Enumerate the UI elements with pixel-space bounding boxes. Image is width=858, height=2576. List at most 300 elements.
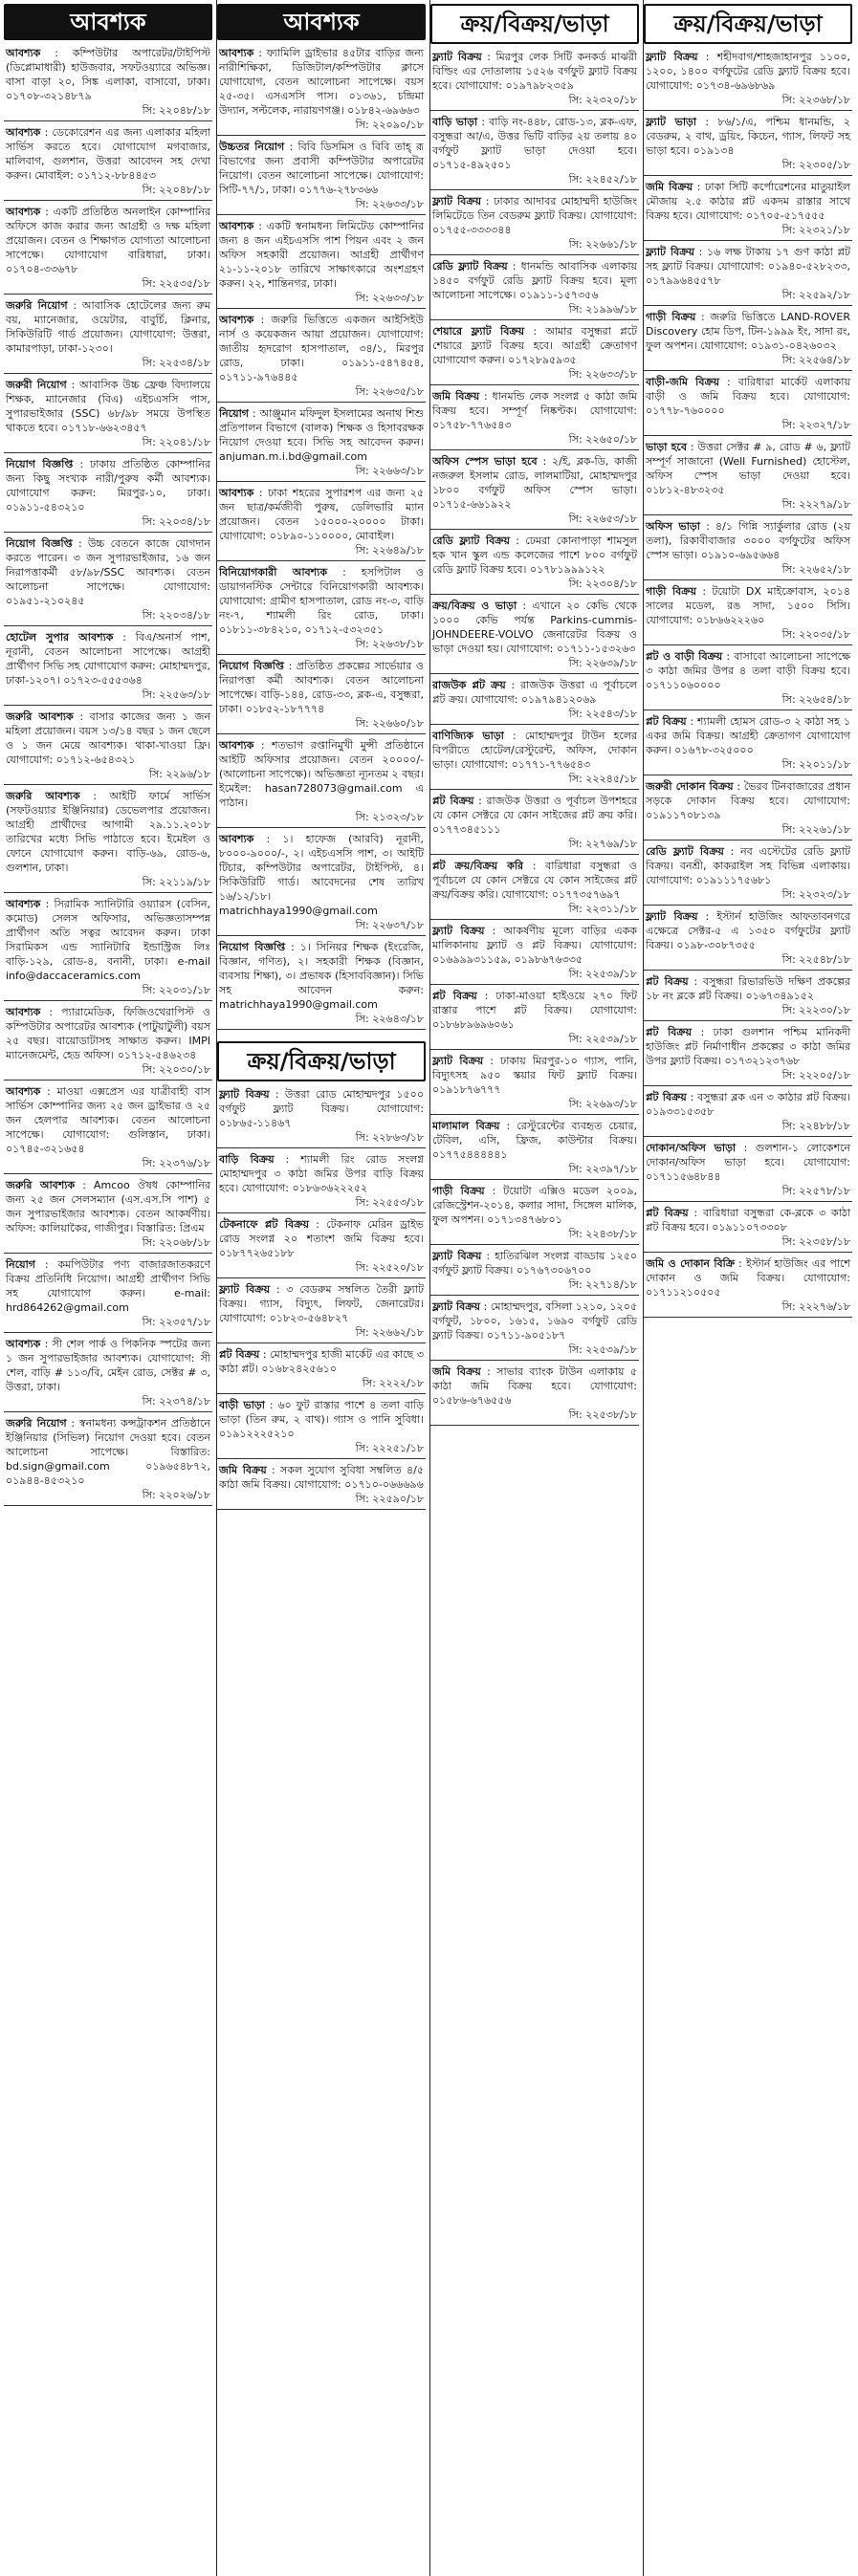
classified-ad [217, 1463, 426, 1510]
ad-title: বাড়ী ভাড়া [219, 1399, 265, 1411]
classified-ad [430, 1119, 639, 1180]
classified-ad [4, 1416, 212, 1506]
ad-separator [4, 892, 212, 893]
classified-ad [217, 1217, 426, 1278]
ad-list [644, 50, 852, 1318]
ad-separator [430, 1425, 639, 1426]
ad-separator [430, 1360, 639, 1361]
ad-reference-code: সি: ২২৩০৫/১৮ [781, 159, 850, 171]
ad-title: প্লট বিক্রয় [646, 975, 689, 988]
classified-ad [4, 536, 212, 626]
ad-reference-code: সি: ২২৫৬৪/১৮ [781, 354, 850, 366]
classified-ad [644, 844, 852, 906]
ad-text [646, 779, 850, 822]
ad-reference-code: সি: ২২৫৩৮/১৮ [568, 1408, 637, 1421]
ad-text [219, 940, 424, 1012]
classified-ad [644, 440, 852, 515]
ad-reference-code: সি: ২২৪৫২/১৮ [568, 173, 637, 186]
classified-ad [4, 46, 212, 121]
ad-text [432, 924, 637, 967]
ad-body: : ফ্যামিলি ড্রাইভার ৪৫টার বাড়ির জন্য নারীশিক্ষিকা, ডিজিটাল/কম্পিউটার ক্লাসে যোগাযোগ, বেতন আলোচনা সাপেক্ষে। বয়স ২৫-৩৫। এসএসসি পাস। ০১৩৬১, চন্দ্রিমা উদ্যান, সল্টলেক, নারায়ণগঞ্জ। ০১৮৪২-৬৯৬৬৩ [219, 47, 425, 117]
ad-reference-code: সি: ২২৫২০/১৮ [355, 1261, 424, 1274]
ad-separator [644, 709, 852, 710]
ad-reference-code: সি: ২২৬৩৩/১৮ [355, 292, 424, 304]
ad-text [6, 630, 210, 688]
ad-reference-code: সি: ২২৫৩৯/১৮ [568, 1343, 637, 1356]
ad-title: ফ্ল্যাট বিক্রয় [432, 51, 482, 63]
ad-title: জমি বিক্রয় [432, 1365, 481, 1378]
ad-body: : ঢেমরা কোনাপাড়া শামসুল হক খান স্কুল এন্ড কলেজের পাশে ৮০০ বর্গফুট রেডি ফ্ল্যাট বিক্রয় হবে। ০১৭৮১৯৯৯১২২ [432, 535, 637, 576]
column-buy-sell-rent-1 [430, 0, 639, 2576]
ad-separator [430, 319, 639, 320]
ad-title: জরুরী দোকান বিক্রয় [646, 780, 734, 793]
ad-title: আবশ্যক [219, 47, 254, 59]
classified-ad [4, 298, 212, 374]
ad-reference-code: সি: ২২৩০৪/১৮ [568, 578, 637, 590]
ad-text [6, 789, 210, 875]
ad-reference-code: সি: ২২০৩৪/১৮ [142, 609, 210, 622]
ad-body: : ঢাকায় প্রতিষ্ঠিত কোম্পানির জন্য কিছু সংখ্যক নারী/পুরুষ কর্মী আবশ্যক। যোগাযোগ করুন: মিরপুর-১০, ঢাকা। ০১৯১১-৫৪৩২১০ [6, 458, 211, 513]
ad-reference-code: সি: ২১৩২৩/১৮ [355, 811, 424, 823]
ad-body: : নব এস্টেটের রেডি ফ্ল্যাট বিক্রয়। বনশ্রী, কাকরাইল সহ বিভিন্ন এলাকায়। যোগাযোগ: ০১৯১১১৭৫৬৮১ [646, 845, 851, 886]
ad-body: : আকর্ষণীয় মূল্যে বাড়ির একক মালিকানায় ফ্ল্যাট ও প্লট বিক্রয়। যোগাযোগ: ০১৬৯৯৯৩১১৫৯, ০১৯৮৬৭৬৩৩৫ [432, 925, 637, 966]
ad-separator [430, 919, 639, 920]
ad-title: নিয়োগ বিজ্ঞপ্তি [219, 660, 284, 672]
ad-body: : ৬০ ফুট রাস্তার পাশে ৪ তলা বাড়ি ভাড়া (তিন রুম, ২ বাথ)। গ্যাস ও পানি সুবিধা। ০১৯১২২২৫২১০ [219, 1399, 425, 1440]
ad-separator [644, 579, 852, 580]
ad-body: : ১। হাফেজ (আরবি) নূরানী, ৮০০০-৯০০০/-, ২। এইচএসসি পাশ, ৩। আইটি টিচার, কম্পিউটার অপারেটর, টাইপিস্ট, ৪। সিকিউরিটি গার্ড। আবেদনের শেষ তারিখ ১৬/১২/১৮। matrichhaya1990@gmail.com [219, 833, 424, 917]
ad-title: প্লট বিক্রয় [432, 795, 474, 807]
ad-body: : আঞ্জুমান মফিদুল ইসলামের অনাথ শিশু প্রতিপালন বিভাগে (বালক) শিক্ষক ও হিসাবরক্ষক নিয়োগ দেওয়া হবে। সিভি সহ আবেদন করুন। anjuman.m.i.bd@gmail.com [219, 407, 424, 463]
ad-reference-code: সি: ২২০৪১/১৮ [142, 436, 210, 448]
ad-reference-code: সি: ২২৩৫৭/১৮ [142, 1316, 210, 1328]
ad-text [432, 454, 637, 512]
ad-title: হোটেল সুপার আবশ্যক [6, 631, 114, 644]
ad-reference-code: সি: ২২৬৩৮/১৮ [355, 638, 424, 650]
ad-text [646, 584, 850, 627]
ad-body: : উচ্চ বেতনে কাজে যোগদান করতে পারেন। ৩ জন সুপারভাইজার, ১৬ জন নিরাপত্তাকর্মী ৫৮/৯৮/SSC আবশ্যক। বেতন আলোচনা সাপেক্ষে। যোগাযোগ: ০১৯৫১-২১০২৪৫ [6, 537, 210, 607]
ad-reference-code: সি: ২২৩৭৬/১৮ [142, 1157, 210, 1169]
classified-ad [644, 1025, 852, 1086]
classified-ad [4, 1178, 212, 1254]
ad-reference-code: সি: ২২৫৯২/১৮ [781, 289, 850, 301]
ad-separator [644, 514, 852, 515]
ad-title: প্লট বিক্রয় [646, 715, 687, 728]
ad-reference-code: সি: ২২৬৪৩/১৮ [355, 1013, 424, 1025]
classified-ad [217, 1282, 426, 1343]
ad-body: : উত্তরা রোড মোহাম্মদপুর ১৫০০ বর্গফুট ফ্ল্যাট বিক্রয়। যোগাযোগ: ০১৮৬৫-১১৪৬৭ [219, 1088, 424, 1129]
ad-separator [217, 935, 426, 936]
ad-separator [4, 120, 212, 121]
ad-body: : ভৈরব টিনবাজারের প্রধান সড়কে দোকান বিক্রয় হবে। যোগাযোগ: ০১৯১১৭০৮১৩৯ [646, 780, 851, 821]
classified-ad [4, 125, 212, 201]
ad-title: আবশ্যক [6, 1085, 41, 1098]
ad-separator [217, 402, 426, 403]
ad-body: : শ্যামলী হোমস রোড-৩ ২ কাঠা সহ ১ একর জমি বিক্রয়। আগ্রহী ক্রেতাগণ যোগাযোগ করুন। ০১৬৭৮-৩২৫০০০ [646, 715, 850, 756]
ad-body: : প্যারামেডিক, ফিজিওথেরাপিস্ট ও কম্পিউটার অপারেটর আবশ্যক (পাটুয়াটুলী) বয়স ২৫ বছর। বায়োডাটাসহ সাক্ষাত করুন। IMPI ম্যানেজমেন্ট, হেড অফিস। ০১৭১২-৫৪৬২৩৪ [6, 1006, 211, 1061]
ad-title: আবশ্যক [6, 206, 41, 218]
ad-text [646, 519, 850, 562]
ad-body: : উত্তরা সেক্টর # ৯, রোড # ৬, ফ্ল্যাট সম্পূর্ণ সাজানো (Well Furnished) হোস্টেল, অফিস স্পেস ভাড়া দেওয়া হবে। ০১৮১২-৪৮৩২৩৫ [646, 441, 850, 496]
ad-body: : বারিধারা মার্কেট এলাকায় বাড়ী ও জমি বিক্রয় হবে। যোগাযোগ: ০১৭৭৮-৭৬০০০০ [646, 376, 850, 417]
classified-ad [430, 1249, 639, 1296]
ad-title: জরুরী নিয়োগ [6, 379, 67, 391]
ad-title: গাড়ী বিক্রয় [646, 585, 696, 598]
ad-reference-code: সি: ২২৩১১/১৮ [568, 903, 637, 915]
ad-title: প্লট বিক্রয় [219, 1348, 260, 1361]
ad-reference-code: সি: ২২৫৩৯/১৮ [568, 1033, 637, 1045]
classified-ad [644, 1090, 852, 1137]
classified-ad [217, 140, 426, 215]
ad-reference-code: সি: ২২৬৩৩/১৮ [355, 198, 424, 210]
ad-reference-code: সি: ২২৬৩৫/১৮ [355, 385, 424, 398]
ad-text [432, 1119, 637, 1162]
ad-title: টেকনাফে প্লট বিক্রয় [219, 1218, 309, 1231]
ad-reference-code: সি: ২২৩৯৭/১৮ [568, 1163, 637, 1175]
classified-ad [644, 584, 852, 645]
ad-separator [217, 135, 426, 136]
ad-separator [644, 970, 852, 971]
ad-body: : ধানমন্ডি লেক সংলগ্ন ৫ কাঠা জমি বিক্রয় হবে। সম্পূর্ণ নিষ্কণ্টক। যোগাযোগ: ০১৭৫৮-৭৭৬৫৪৩ [432, 390, 637, 431]
ad-body: : ৩ বেডরুম সম্বলিত তৈরী ফ্ল্যাট বিক্রয়। গ্যাস, বিদ্যুৎ, লিফট, জেনারেটর। যোগাযোগ: ০১৮২৩-৫৬৪৮২৭ [219, 1283, 425, 1324]
ad-reference-code: সি: ২২২৪৫/১৮ [568, 773, 637, 785]
ad-text [646, 844, 850, 887]
classified-ad [644, 1206, 852, 1253]
ad-text [432, 678, 637, 707]
ad-body: : এখানে ২০ কেভি থেকে ১০০০ কেভি পর্যন্ত Parkins-cummis-JOHNDEERE-VOLVO জেনারেটর বিক্রয় ও ভাড়া দেওয়া হয়। যোগাযোগ: ০১৭১১-১৫৩২৬৩ [432, 600, 637, 655]
ad-text [6, 46, 210, 103]
ad-reference-code: সি: ২১৯৯৬/১৮ [568, 303, 637, 316]
ad-title: ফ্ল্যাট বিক্রয় [646, 51, 698, 63]
ad-separator [644, 1252, 852, 1253]
ad-separator [430, 1244, 639, 1245]
ad-title: বাণিজ্যিক ভাড়া [432, 730, 504, 742]
ad-separator [217, 1393, 426, 1394]
ad-text [6, 1257, 210, 1315]
ad-body: : মোহাম্মদপুর টাউন হলের বিপরীতে হোটেল/রেস্টুরেন্ট, অফিস, দোকান ভাড়া। যোগাযোগ: ০১৭৭১-৭৭৬৫৪৩ [432, 730, 638, 771]
ad-body: : ঢাকা সিটি কর্পোরেশনের মাতুয়াইল মৌজায় ২.৫ কাঠার প্লট একদম রাস্তার সাথে বিক্রয় হবে। যোগাযোগ: ০১৭০৫-৫১৭৫৫৫ [646, 181, 850, 222]
section-header: আবশ্যক [4, 4, 212, 40]
ad-body: : টয়োটা এক্সিও মডেল ২০০৯, রেজিস্ট্রেশন-২০১৪, কলার সাদা, সিঙ্গেল মালিক, ফুল অপশন। ০১৭১৩৪৭৬৮০১ [432, 1185, 637, 1226]
ad-separator [430, 724, 639, 725]
classified-ad [4, 709, 212, 785]
ad-body: : ২/ই, ব্লক-ডি, কাজী নজরুল ইসলাম রোড, লালমাটিয়া, মোহাম্মদপুর ১৮০০ বর্গফুট অফিস স্পেস ভাড়া। ০১৭১৫-৬৬১৯২২ [432, 455, 638, 511]
ad-text [432, 794, 637, 837]
ad-body: : বসুন্ধরা ব্লক এন ৩ কাঠার প্লট বিক্রয়। ০১৯৩৩১৫৩৫৮ [646, 1091, 850, 1118]
ad-text [219, 140, 424, 197]
ad-text [646, 909, 850, 952]
ad-text [219, 1152, 424, 1195]
ad-separator [430, 254, 639, 255]
classified-ad [4, 378, 212, 453]
classified-ad [644, 909, 852, 971]
ad-text [6, 298, 210, 356]
ad-title: নিয়োগ বিজ্ঞপ্তি [219, 941, 286, 953]
ad-text [432, 259, 637, 302]
ad-reference-code: সি: ২২৬৬২/১৮ [355, 1326, 424, 1339]
ad-body: : আইটি ফার্মে সার্ভিস (সফটওয়্যার ইঞ্জিনিয়ার) ডেভেলপার প্রয়োজন। আগ্রহী প্রার্থীদের আগামী ২৯.১১.২০১৮ তারিখের মধ্যে সিভি পাঠাতে হবে। ইমেইল ও ফোনে যোগাযোগ করুন। বাড়ি-৬৯, রোড-৬, গুলশান, ঢাকা। [6, 790, 211, 874]
ad-text [432, 194, 637, 237]
ad-title: জমি ও দোকান বিক্রি [646, 1257, 736, 1270]
classified-ad [430, 859, 639, 920]
ad-title: রাজউক প্লট ক্রয় [432, 679, 506, 691]
classified-ad [217, 406, 426, 482]
section-header: ক্রয়/বিক্রয়/ভাড়া [644, 4, 852, 44]
ad-separator [4, 452, 212, 453]
ad-text [6, 897, 210, 983]
ad-separator [644, 1317, 852, 1318]
classified-ad [4, 1337, 212, 1412]
ad-reference-code: সি: ২২২৭৯/১৮ [781, 498, 850, 511]
ad-title: নিয়োগ বিজ্ঞপ্তি [6, 537, 73, 550]
ad-text [432, 50, 637, 93]
column-wanted-1 [4, 0, 212, 2576]
classified-ad [644, 1256, 852, 1318]
classified-ad [644, 245, 852, 306]
classified-ad [217, 46, 426, 136]
classified-ad [430, 678, 639, 725]
ad-reference-code: সি: ২২৫৯০/১৮ [355, 1493, 424, 1505]
section-subheader: ক্রয়/বিক্রয়/ভাড়া [217, 1041, 426, 1081]
ad-body: : হসপিটাল ও ডায়াগনস্টিক সেন্টারে বিনিয়োগকারী আবশ্যক। যোগাযোগ: গ্রামীণ হাসপাতাল, রোড নং-৩, বাড়ি নং-৭, শ্যামলী রিং রোড, ঢাকা। ০১৮১১-৩৮৪২১০, ০১৭১২-৫৩২৩৫১ [219, 566, 424, 636]
classified-ad [217, 738, 426, 828]
ad-reference-code: সি: ২২৭১৪/১৮ [568, 1278, 637, 1291]
ad-body: : Amcoo ঔষধ কোম্পানির জন্য ২৫ জন সেলসম্যান (এস.এস.সি পাশ) ৫ জন সুপারভাইজার আবশ্যক। বেতন আকর্ষণীয়। অফিস: কালিয়াকৈর, গাজীপুর। বিস্তারিত: প্রিএম [6, 1179, 211, 1234]
ad-title: নিয়োগ [6, 1258, 36, 1271]
ad-title: ফ্ল্যাট বিক্রয় [646, 910, 698, 923]
ad-list [217, 46, 426, 1030]
ad-body: : সকল সুযোগ সুবিধা সম্বলিত ৪/৫ কাঠা জমি বিক্রয়। যোগাযোগ: ০১৭১০-০৬৬৬৯৬ [219, 1464, 425, 1491]
classified-ad [4, 1084, 212, 1174]
ad-reference-code: সি: ২২২৩০/১৮ [781, 1004, 850, 1016]
ad-body: : ধানমন্ডি আবাসিক এলাকায় ১৪৫০ বর্গফুট রেডি ফ্ল্যাট বিক্রয় হবে। মূল্য আলোচনা সাপেক্ষে। ০১৯১১-১৫৭৩৫৬ [432, 260, 638, 301]
classified-ad [644, 115, 852, 176]
ad-title: রেডি ফ্ল্যাট বিক্রয় [646, 845, 724, 858]
ad-text [432, 989, 637, 1032]
ad-reference-code: সি: ২২০২৬/১৮ [142, 1489, 210, 1501]
ad-text [219, 1217, 424, 1260]
ad-body: : ৮৬/১/এ, পশ্চিম ধানমন্ডি, ২ বেডরুম, ২ বাথ, ড্রয়িং, কিচেন, গ্যাস, লিফট সহ ভাড়া হবে। ০১৯১৩৪ [646, 116, 850, 157]
ad-reference-code: সি: ২২২৫১/১৮ [355, 1442, 424, 1454]
ad-title: ফ্ল্যাট বিক্রয় [432, 1250, 482, 1262]
ad-reference-code: সি: ২২৩৬৮/১৮ [781, 94, 850, 106]
classified-ad [217, 1347, 426, 1394]
ad-text [219, 46, 424, 118]
ad-text [219, 832, 424, 918]
ad-separator [4, 1332, 212, 1333]
ad-text [646, 50, 850, 93]
ad-separator [430, 1049, 639, 1050]
ad-separator [217, 733, 426, 734]
ad-title: ফ্ল্যাট বিক্রয় [646, 246, 694, 258]
ad-title: ফ্ল্যাট বিক্রয় [432, 925, 485, 937]
ad-separator [4, 625, 212, 626]
ad-body: : প্রতিষ্ঠিত প্রকল্পের সার্ভেয়ার ও নিরাপত্তা কর্মী আবশ্যক। বেতন আলোচনা সাপেক্ষে। বাড়ি-১৪৪, রোড-৩৩, ব্লক-এ, বসুন্ধরা, ঢাকা। ০১৮৫২-১৮৭৭৭৪ [219, 660, 425, 715]
ad-body: : ঢাকা গুলশান পশ্চিম মানিকদী হাউজিং প্লট নির্মাণাধীন প্রকল্পের ৩ কাঠা জমির উপর ফ্ল্যাট বিক্রয়। ০১৭৩২১২৩৭৬৮ [646, 1026, 851, 1067]
section-header: আবশ্যক [217, 4, 426, 40]
sub-ad-list [217, 1087, 426, 1510]
ad-title: আবশ্যক [219, 220, 254, 232]
ad-text [432, 115, 637, 172]
ad-title: বাড়ি বিক্রয় [219, 1153, 275, 1166]
ad-separator [644, 240, 852, 241]
ad-text [646, 1256, 850, 1299]
ad-title: প্লট বিক্রয় [646, 1207, 689, 1219]
ad-title: রেডি ফ্ল্যাট বিক্রয় [432, 260, 508, 273]
ad-text [219, 1463, 424, 1492]
ad-separator [644, 110, 852, 111]
ad-text [432, 389, 637, 432]
ad-separator [4, 784, 212, 785]
ad-text [219, 406, 424, 464]
ad-title: ক্রয়/বিক্রয় ও ভাড়া [432, 600, 517, 612]
ad-text [6, 1005, 210, 1062]
ad-title: জরুরি নিয়োগ [6, 1417, 67, 1430]
ad-title: গাড়ী বিক্রয় [646, 311, 696, 323]
classified-ad [644, 974, 852, 1021]
classified-ad [217, 1087, 426, 1148]
ad-text [6, 457, 210, 514]
ad-reference-code: সি: ২২৫৩৯/১৮ [568, 968, 637, 980]
ad-reference-code: সি: ২২৭৬৯/১৮ [568, 838, 637, 850]
ad-reference-code: সি: ২২৬৫২/১৮ [781, 563, 850, 576]
ad-text [646, 974, 850, 1003]
ad-text [219, 1398, 424, 1441]
ad-separator [4, 200, 212, 201]
classified-ad [217, 659, 426, 734]
ad-reference-code: সি: ২২৮৬৩/১৮ [355, 1131, 424, 1144]
ad-title: আবশ্যক [6, 47, 41, 59]
ad-title: ফ্ল্যাট বিক্রয় [432, 195, 482, 207]
ad-separator [217, 1029, 426, 1030]
ad-body: : সাভার ব্যাংক টাউন এলাকায় ৫ কাঠা জমি বিক্রয় হবে। যোগাযোগ: ০১৫৮৬-৬৭৬৫৫৬ [432, 1365, 638, 1407]
ad-body: : হাতিরঝিল সংলগ্ন বাড্ডায় ১২৫০ বর্গফুট ফ্ল্যাট বিক্রয়। ০১৭৬৭৩০৬৭০০ [432, 1250, 637, 1277]
ad-text [6, 536, 210, 608]
ad-body: : মিরপুর লেক সিটি কনকর্ড মাঝরী বিল্ডিং এর দোতালায় ১৫২৬ বর্গফুট ফ্ল্যাট বিক্রয় হবে। যোগাযোগ: ০১৯৭৯৮২৩৫৯ [432, 51, 637, 92]
ad-separator [4, 1080, 212, 1081]
ad-text [646, 1090, 850, 1119]
ad-reference-code: সি: ২২৩২৭/১৮ [781, 419, 850, 431]
classified-ad [4, 630, 212, 706]
ad-title: আবশ্যক [6, 898, 41, 910]
classified-ad [430, 1184, 639, 1245]
ad-separator [217, 1509, 426, 1510]
ad-list [430, 50, 639, 1426]
classified-ad [430, 599, 639, 674]
ad-reference-code: সি: ২২৫৪৮/১৮ [781, 953, 850, 966]
ad-separator [4, 1253, 212, 1254]
ad-reference-code: সি: ২২৪৩৮/১৮ [568, 1228, 637, 1240]
ad-separator [430, 189, 639, 190]
ad-body: : বাড়ি নং-৪৪৮, রোড-১৩, ব্লক-এফ, বসুন্ধরা আ/এ, উত্তর ভিটি বাড়ির ২য় তলায় ৪০ বর্গফুট ফ্ল্যাট ভাড়া দেওয়া হবে। ০১৭১৫-৪৯২৫০১ [432, 116, 638, 171]
ad-text [646, 310, 850, 353]
ad-separator [644, 305, 852, 306]
ad-separator [644, 435, 852, 436]
ad-title: অফিস ভাড়া [646, 520, 700, 533]
ad-body: : ঢাকা-মাওয়া হাইওয়ে ২৭০ ফিট রাস্তার পাশে প্লট বিক্রয়। যোগাযোগ: ০১৮৬৮৯৬৯৬০৬১ [432, 990, 638, 1031]
ad-title: শেয়ারে ফ্ল্যাট বিক্রয় [432, 325, 525, 338]
ad-separator [217, 827, 426, 828]
ad-title: অফিস স্পেস ভাড়া হবে [432, 455, 538, 468]
ad-separator [430, 529, 639, 530]
ad-body: : টেকনাফ মেরিন ড্রাইভ রোড সংলগ্ন ২০ শতাংশ জমি বিক্রয় হবে। ০১৮৭৭২৬৫১৮৮ [219, 1218, 425, 1259]
ad-separator [430, 854, 639, 855]
classified-ad [430, 1054, 639, 1115]
ad-text [6, 378, 210, 435]
ad-separator [4, 373, 212, 374]
ad-separator [217, 214, 426, 215]
ad-text [6, 1178, 210, 1235]
classified-ad [644, 649, 852, 710]
ad-reference-code: সি: ২২৬৬০/১৮ [355, 717, 424, 730]
ad-title: গাড়ী বিক্রয় [432, 1185, 485, 1197]
ad-reference-code: সি: ২২৩২৩/১৮ [781, 888, 850, 901]
classified-ad [4, 457, 212, 533]
ad-reference-code: সি: ২২০৬৮/১৮ [142, 1236, 210, 1249]
ad-body: : স্বনামধন্য কন্সট্রাকশন প্রতিষ্ঠানে ইঞ্জিনিয়ার (সিভিল) নিয়োগ দেওয়া হবে। বেতন আলোচনা সাপেক্ষে। বিস্তারিত: bd.sign@gmail.com ০১৯৬৫৪৮৭২, ০১৯৪৪-৪৫৩২১০ [6, 1417, 210, 1487]
ad-separator [4, 294, 212, 295]
ad-separator [217, 481, 426, 482]
column-buy-sell-rent-2 [644, 0, 852, 2576]
ad-text [6, 1084, 210, 1156]
ad-separator [644, 905, 852, 906]
ad-separator [217, 1458, 426, 1459]
ad-reference-code: সি: ২২৬৫০/১৮ [568, 433, 637, 446]
ad-reference-code: সি: ২২৩৭৪/১৮ [142, 1395, 210, 1408]
ad-reference-code: সি: ২২৫৫৩/১৮ [355, 1196, 424, 1209]
classified-ad [644, 375, 852, 436]
ad-reference-code: সি: ২২২২/১৮ [362, 1377, 424, 1389]
ad-title: ফ্ল্যাট বিক্রয় [219, 1283, 271, 1296]
ad-title: বাড়ি ভাড়া [432, 116, 478, 128]
ad-body: : শতভাগ রপ্তানিমুখী মুন্সী প্রতিষ্ঠানে আইটি অফিসার প্রয়োজন। বেতন ২০০০০/- (আলোচনা সাপেক্ষে)। অভিজ্ঞতা ন্যূনতম ২ বছর। ইমেইল: hasan728073@gmail.com এ পাঠান। [219, 739, 424, 809]
ad-text [219, 1282, 424, 1325]
ad-title: জরুরি নিয়োগ [6, 299, 68, 312]
classified-ad [217, 940, 426, 1030]
ad-title: জরুরি আবশ্যক [6, 1179, 76, 1191]
ad-reference-code: সি: ২২০১১/১৮ [781, 758, 850, 771]
ad-text [432, 599, 637, 656]
ad-title: নিয়োগ বিজ্ঞপ্তি [6, 458, 74, 470]
ad-text [646, 714, 850, 757]
ad-text [219, 486, 424, 543]
ad-reference-code: সি: ২২৬৬১/১৮ [568, 238, 637, 251]
classified-ad [430, 454, 639, 530]
ad-title: বিনিয়োগকারী আবশ্যক [219, 566, 328, 579]
classified-ad [217, 565, 426, 655]
ad-title: নিয়োগ [219, 407, 250, 420]
ad-text [219, 219, 424, 291]
classified-ad [430, 389, 639, 450]
classified-ad [430, 924, 639, 985]
ad-title: মালামাল বিক্রয় [432, 1120, 500, 1132]
ad-text [219, 313, 424, 384]
ad-title: উচ্চতর নিয়োগ [219, 141, 285, 153]
ad-text [432, 1249, 637, 1277]
ad-title: আবশ্যক [219, 833, 254, 845]
ad-text [646, 1025, 850, 1068]
ad-body: : সী শেল পার্ক ও পিকনিক স্পটের জন্য ১ জন সুপারভাইজার আবশ্যক। যোগাযোগ: সী শেল, বাড়ি # ১১৩/বি, মেইন রোড, সেক্টর # ৩, উত্তরা, ঢাকা। [6, 1338, 211, 1393]
ad-body: : একটি প্রতিষ্ঠিত অনলাইন কোম্পানির অফিসে কাজ করার জন্য আগ্রহী ও দক্ষ মহিলা প্রয়োজন। বেতন ও শিক্ষাগত যোগ্যতা আলোচনা সাপেক্ষে। যোগাযোগ বারিধারা, ঢাকা। ০১৭০৪-৩৩৬৭৮ [6, 206, 210, 275]
ad-reference-code: সি: ২২৫৬৩/১৮ [142, 688, 210, 701]
ad-separator [430, 384, 639, 385]
ad-reference-code: সি: ২২৬৬৩/১৮ [355, 465, 424, 477]
ad-separator [4, 1505, 212, 1506]
ad-body: : বারিধারা বসুন্ধরা ও পূর্বাচলে যে কোন সেক্টরে যে কোন সাইজের প্লট ক্রয়/বিক্রয় করি। যোগাযোগ: ০১৭৭৩৫৭৬৯৭ [432, 860, 637, 901]
ad-title: ফ্ল্যাট ভাড়া [646, 116, 697, 128]
ad-text [219, 659, 424, 716]
ad-text [646, 1141, 850, 1184]
